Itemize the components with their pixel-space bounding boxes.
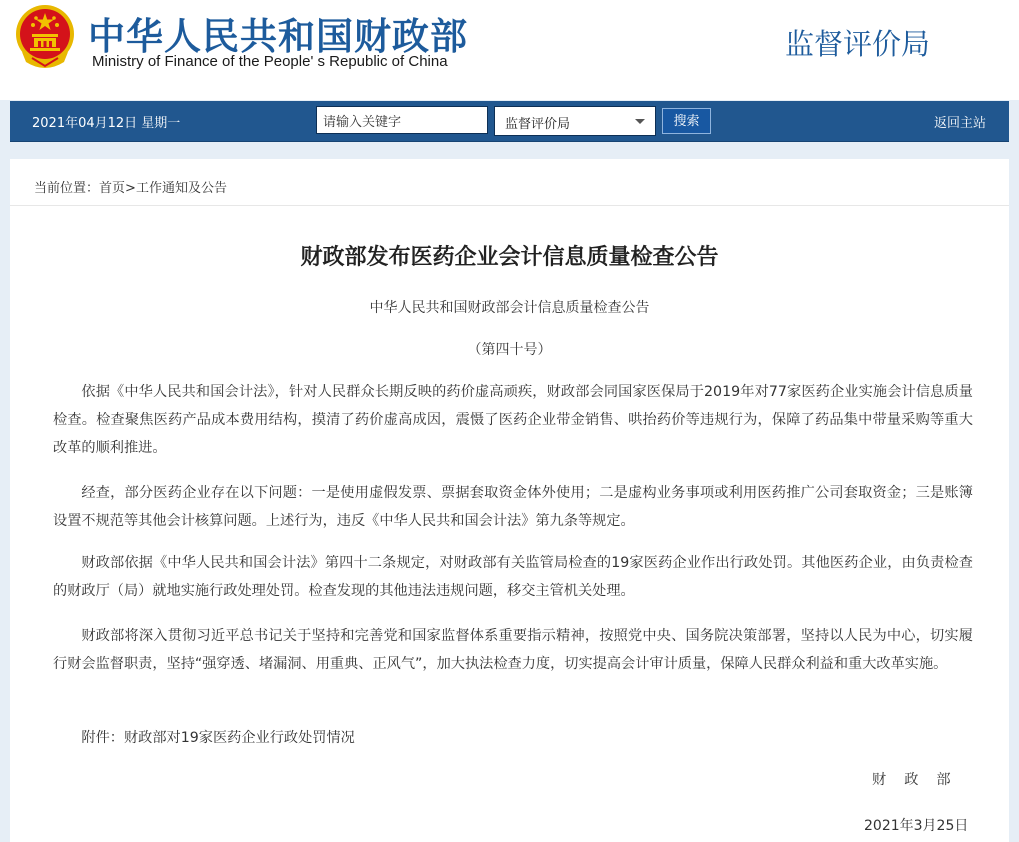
site-select-value: 监督评价局: [505, 117, 571, 132]
breadcrumb-home-link[interactable]: 首页: [99, 181, 126, 196]
document-number: （第四十号）: [467, 342, 552, 358]
return-home-link[interactable]: 返回主站: [934, 116, 987, 131]
site-title-en: Ministry of Finance of the People' s Republic of China: [92, 53, 448, 70]
search-button[interactable]: 搜索: [662, 108, 711, 134]
nav-bar: [10, 101, 1009, 142]
site-select-dropdown[interactable]: [494, 106, 656, 136]
national-emblem-icon: [14, 4, 76, 68]
bureau-name: 监督评价局: [785, 27, 931, 61]
article-paragraph: 依据《中华人民共和国会计法》，针对人民群众长期反映的药价虚高顽疾，财政部会同国家医保局于2019年对77家医药企业实施会计信息质量检查。检查聚焦医药产品成本费用结构，摸清了药价虚高成因，震慑了医药企业带金销售、哄抬药价等违规行为，保障了药品集中带量采购等重大改革的顺利推进。: [53, 384, 973, 456]
breadcrumb-separator: >: [125, 181, 136, 196]
breadcrumb-section-link[interactable]: 工作通知及公告: [135, 181, 227, 196]
main-content: [10, 159, 1009, 842]
breadcrumb-divider: [10, 205, 1009, 206]
search-input[interactable]: [316, 106, 488, 134]
publish-date: 2021年3月25日: [864, 818, 969, 834]
current-date: 2021年04月12日 星期一: [32, 116, 181, 131]
breadcrumb: [34, 177, 227, 196]
article-subtitle: 中华人民共和国财政部会计信息质量检查公告: [369, 300, 650, 316]
signature: 财政部: [872, 772, 969, 788]
site-header: [0, 0, 1019, 100]
article-paragraph: 经查，部分医药企业存在以下问题：一是使用虚假发票、票据套取资金体外使用；二是虚构业务事项或利用医药推广公司套取资金；三是账簿设置不规范等其他会计核算问题。上述行为，违反《中华人民共和国会计法》第九条等规定。: [53, 485, 973, 529]
breadcrumb-prefix: 当前位置：: [34, 181, 100, 196]
article-paragraph: 财政部将深入贯彻习近平总书记关于坚持和完善党和国家监督体系重要指示精神，按照党中央、国务院决策部署，坚持以人民为中心，切实履行财会监督职责，坚持“强穿透、堵漏洞、用重典、正风气”，加大执法检查力度，切实提高会计审计质量，保障人民群众利益和重大改革实施。: [53, 628, 973, 672]
attachment-note: 附件：财政部对19家医药企业行政处罚情况: [81, 730, 355, 746]
article-title: 财政部发布医药企业会计信息质量检查公告: [300, 245, 719, 270]
site-title-cn: 中华人民共和国财政部: [88, 15, 468, 58]
article-paragraph: 财政部依据《中华人民共和国会计法》第四十二条规定，对财政部有关监管局检查的19家医药企业作出行政处罚。其他医药企业，由负责检查的财政厅（局）就地实施行政处理处罚。检查发现的其他违法违规问题，移交主管机关处理。: [53, 555, 973, 599]
chevron-down-icon: [635, 119, 645, 124]
